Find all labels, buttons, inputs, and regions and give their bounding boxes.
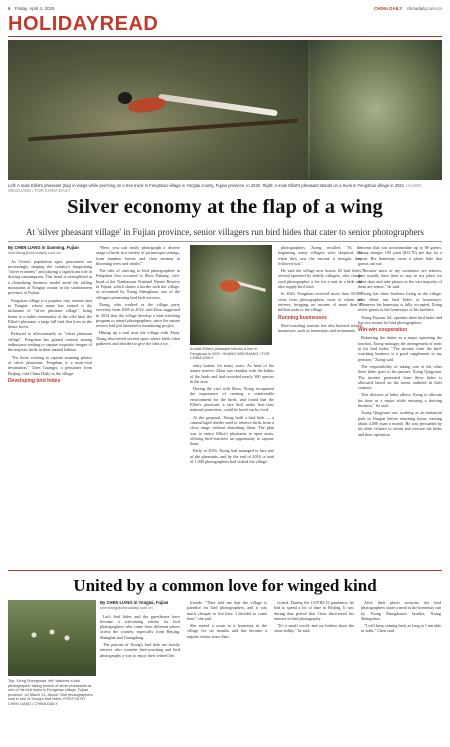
story1-body xyxy=(8,245,442,570)
pheasant-tail-shape-3 xyxy=(236,281,266,292)
paragraph: In 2024, Fengshan received more than 30,000 visits from photographers, most of whom are retirees, bringing an income of more than 5 million yuan to the village. xyxy=(278,291,362,313)
paragraph: This division of labor allows Xiong to allocate his time as a major while ensuring a thriving business," he said. xyxy=(358,392,442,409)
paper-name xyxy=(374,6,442,11)
branch-shape xyxy=(28,119,298,142)
paragraph: photographers, Xiong recalled. "At the beginning, many villagers were skeptical, but when they saw the income it brought, they followed suit." xyxy=(278,245,362,266)
paragraph: friends: "They told me that the village is paradise for bird photographers, and it was much cheaper to live here. I decided to come here," she said. xyxy=(187,600,267,621)
paragraph: visited. During the COVID-19 pandemic, he had to spend a lot of time in Beijing. It was during that period that Chen discovered his interest in bird photography. xyxy=(274,600,354,621)
hero-credit: HUANG WEIGUANG / FOR CHINA DAILY xyxy=(8,183,422,194)
hero-caption-text: Left: A male Elliot's pheasant (top) in wings while perching on a tree trunk in Fengshan village in Yongtai county, Fujian province, in 2020. Right: A male Elliot's pheasant stands on a trunk in Fengshan village in 2021. xyxy=(8,183,406,188)
story2-body xyxy=(100,600,442,740)
inset-photo xyxy=(190,245,272,345)
pheasant-body-shape xyxy=(127,95,167,114)
story2-headline: United by a common love for winged kind xyxy=(73,576,377,595)
story1-column-2 xyxy=(96,245,180,570)
paragraph: He said the village now boasts 20 bird hides, several operated by elderly villagers, who charge each photographer a fee for a seat in a hide and also supply bird food. xyxy=(278,268,362,290)
paragraph: rooms that can accommodate up to 80 guests. Xiong charges 100 yuan ($13.70) per day for a room. His homestay owns a photo hide that guests can use. xyxy=(358,245,442,266)
story1-column-4 xyxy=(278,245,362,570)
paragraph: At the proposal, Xiong built a bird hide — a camouflaged shelter used to observe birds from a close range without disturbing them. The plan was to entice Elliot's pheasants to open areas, offering bird-watchers an opportunity to capture them. xyxy=(190,414,274,447)
paragraph: The responsibility of taking care of the other three hides goes to his partner, Xiong Qingyuan. The income generated from these hides is allocated based on the terms outlined in their contract. xyxy=(358,363,442,391)
paragraph: Early in 2016, Xiong had managed to lure one of the pheasants, and by the end of 2016, a total of 1,000 photographers had visited the village. xyxy=(190,448,274,465)
paragraph: "Here, you can easily photograph a diverse range of birds in a variety of picturesque settings, from bamboo forests and clear streams to blooming trees and shrubs." xyxy=(96,245,180,266)
story1-column-1 xyxy=(8,245,92,570)
story1-byline: By CHEN LIANG in Sanming, Fujian xyxy=(8,245,79,250)
paragraph: Xiong Qingyuan was working as an industrial park in Yongtai before returning home, earning about 4,000 yuan a month. He was persuaded by his elder relative to return and oversee the hides and their operation. xyxy=(358,410,442,437)
story2-column-4 xyxy=(361,600,441,740)
story2-caption: Top: Xiong Shengkuan, left, watches a bird photographer taking photos of silver pheasants at one of his bird hides in Fengshan village, Fujian province, on March 21. Above: Bird photographers wait in one of Xiong's bird hides. PHOTOS BY CHEN LIANG / CHINA DAILY xyxy=(8,679,93,706)
paragraph: During the visit with Zhou, Xiong recognized the importance of creating a comfortable environment for the birds, and found that the Elliot's pheasant, a rare bird under first-class national protection, could be lured out by food. xyxy=(190,386,274,413)
lower-rule xyxy=(8,570,442,571)
story2-column-2 xyxy=(187,600,267,740)
folio xyxy=(8,6,54,11)
story1-email: chenliang@chinadaily.com.cn xyxy=(8,250,61,256)
paragraph: entry button, for many years. As head of the nature reserve, Zhou was familiar with the habits of the birds and had recorded nearly 300 species in the area. xyxy=(190,363,274,384)
subhead-developing: Developing bird hides xyxy=(8,377,61,384)
paragraph: Xiong has three brothers living in the village, who either run bird hides or homestays. Whenever his homestay is fully occupied, Xiong refers guests to the homestays of his brothers. xyxy=(358,291,442,313)
paragraph: After their photo sessions, the bird photographers share a meal at the homestay run by Xiong Shengkuan's brother, Xiong Shengchun. xyxy=(361,600,441,621)
paper-site: chinadaily.com.cn xyxy=(406,6,442,11)
paragraph: "It's a small world, and we birders share the same hobby," he said. xyxy=(274,623,354,634)
story2-column-1 xyxy=(100,600,180,740)
page-number: 6 xyxy=(8,6,11,11)
paragraph: She rented a room in a homestay in the village for six months and has become a regular visitor since then. xyxy=(187,623,267,639)
paragraph: Balancing the duties as a major operating the tourism, Xiong manages the arrangement of seats in his bird hides. "The income from the bird-watching business is a good supplement to my pension," Xiong said. xyxy=(358,335,442,362)
hero-photo-left xyxy=(8,40,308,180)
paragraph: The idea of catering to bird photographers in Fengshan first occurred to Zhou Pinfang, vice-head of the Tianbaoyan National Nature Reserve in Fujian, which shares a border with the village, as recounted by Xiong Shengkuan, one of the villagers pioneering bird hide services. xyxy=(96,268,180,300)
paragraph: Fengshan village is a popular, tiny, remote area in Yongtai, whose name has earned it the nickname of "silver pheasant village", being home to a stable community of the wild bird, the Elliot's pheasant, a large hill bird that lives in the dense forest. xyxy=(8,297,92,330)
paragraph: Hiking up a trail near the village with Zhou, Xiong discovered several spots where birds often gathered, and decided to give the idea a try. xyxy=(96,330,180,347)
paragraph: Xiong, who worked as the village party secretary from 2005 to 2014, said Zhou suggested in 2014 that the village develop a bird-watching program to attract photographers, since the nature reserve had just launched a monitoring project. xyxy=(96,301,180,329)
paragraph: Referred to affectionately as "silver pheasant village", Fengshan has gained renown among enthusiasts seeking to capture exquisite images of the majestic birds in their natural habitat. xyxy=(8,331,92,353)
story1-column-5 xyxy=(358,245,442,570)
pheasant-body-shape-3 xyxy=(220,280,240,292)
paper-title: CHINA DAILY xyxy=(373,6,403,11)
story1-deck: At 'silver pheasant village' in Fujian province, senior villagers run bird hides that cater to senior photographers xyxy=(26,227,424,237)
top-rule xyxy=(8,36,442,37)
paragraph: Lai's bird hides and the guesthouse have become a welcoming retreat for bird photographers who come from different places across the country, especially from Beijing, Shanghai and Guangdong. xyxy=(100,613,180,640)
paragraph: "I will keep coming back as long as I am able to walk," Chen said. xyxy=(361,623,441,634)
hero-caption xyxy=(8,183,442,193)
hero-photo-right xyxy=(310,40,442,180)
masthead xyxy=(8,6,442,36)
paragraph: "For those wishing to capture stunning photos of silver pheasants, Fengshan is a must-visit destination," Chen Guangyi, a pensioner from Beijing, told China Daily in the village. xyxy=(8,354,92,376)
story2-column-3 xyxy=(274,600,354,740)
bird-flock-shape xyxy=(22,620,82,650)
pheasant-head-shape xyxy=(118,92,132,104)
mid-rule xyxy=(8,241,442,242)
story2-email: chenliang@chinadaily.com.cn xyxy=(100,605,153,611)
subhead-running: Running businesses xyxy=(278,314,327,321)
story2-byline: By CHEN LIANG in Yongtai, Fujian xyxy=(100,600,169,605)
inset-caption: A male Elliot's pheasant follows a hen in Fengshan in 2022. HUANG WEIGUANG / FOR CHINA DAILY xyxy=(190,347,270,361)
story2-photo xyxy=(8,600,96,676)
section-title: HOLIDAYREAD xyxy=(8,13,159,35)
issue-date: Friday, April 4, 2025 xyxy=(14,6,55,11)
story1-headline: Silver economy at the flap of a wing xyxy=(67,196,383,218)
subhead-winwin: Win-win cooperation xyxy=(358,327,408,334)
paragraph: As China's population ages, pensioners are increasingly shaping the country's burgeoning "silver economy" and playing a significant role in driving consumption. This trend is exemplified in a flourishing business model amid the rolling mountains of Yongtai county in the southeastern province of Fujian. xyxy=(8,258,92,296)
paragraph: Xiong Fuyuan, 64, operates three bird hides and has two rooms for bird photographers. xyxy=(358,314,442,325)
hero-photos xyxy=(8,40,442,180)
pheasant-tail-shape xyxy=(158,94,278,117)
paragraph: Bird-watching tourism has also boosted related businesses, such as homestays and restaurants. xyxy=(278,322,362,334)
paragraph: The patrons of Xiong's bird hide are mostly retirees who consider bird-watching and bird photography a way to enjoy their retired life. xyxy=(100,642,180,658)
story1-column-3 xyxy=(190,363,274,570)
paragraph: "Because most of my customers are retirees, they usually have time to stay in my place for three days and take photos as the vast majority of them are senior," he said. xyxy=(358,268,442,290)
